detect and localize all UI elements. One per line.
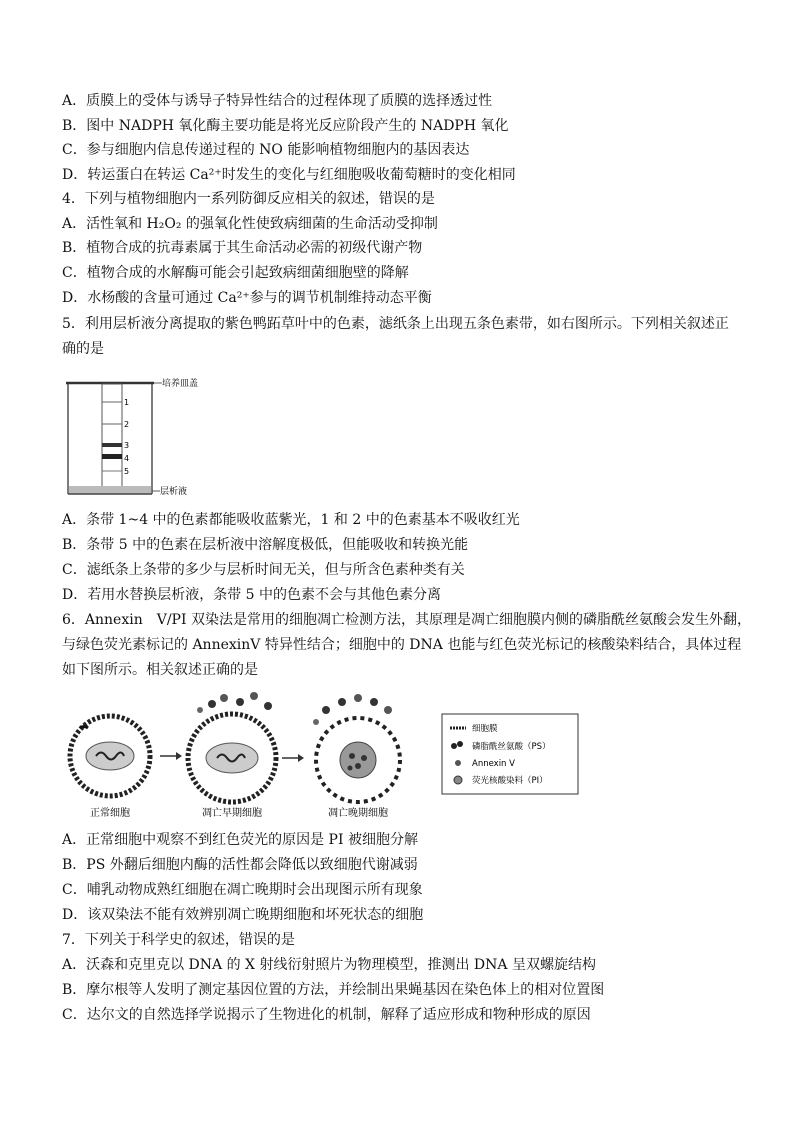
- late-apoptotic-cell: [313, 694, 400, 802]
- cell-label: 凋亡早期细胞: [202, 808, 262, 819]
- q6-option-a: A．正常细胞中观察不到红色荧光的原因是 PI 被细胞分解: [62, 832, 418, 848]
- chromatography-figure: [62, 372, 222, 504]
- q3-option-a: A．质膜上的受体与诱导子特异性结合的过程体现了质膜的选择透过性: [62, 93, 493, 109]
- normal-cell: [70, 716, 150, 796]
- q4-option-d: D．水杨酸的含量可通过 Ca²⁺参与的调节机制维持动态平衡: [62, 290, 432, 306]
- apoptosis-figure: [62, 688, 582, 820]
- q5-stem-cont: 确的是: [62, 341, 104, 357]
- q7-option-b: B．摩尔根等人发明了测定基因位置的方法，并绘制出果蝇基因在染色体上的相对位置图: [62, 982, 605, 998]
- band-label: 3: [124, 441, 130, 450]
- legend-item: 荧光核酸染料（PI）: [472, 776, 548, 786]
- q5-stem: 5．利用层析液分离提取的紫色鸭跖草叶中的色素，滤纸条上出现五条色素带，如右图所示。下列相关叙述正: [62, 316, 729, 332]
- q5-option-c: C．滤纸条上条带的多少与层析时间无关，但与所含色素种类有关: [62, 562, 465, 578]
- cell-label: 正常细胞: [90, 808, 130, 819]
- legend-item: Annexin V: [472, 759, 515, 769]
- band-label: 5: [124, 467, 130, 476]
- q5-option-b: B．条带 5 中的色素在层析液中溶解度极低，但能吸收和转换光能: [62, 537, 469, 553]
- band-label: 1: [124, 398, 130, 407]
- q4-stem: 4．下列与植物细胞内一系列防御反应相关的叙述，错误的是: [62, 191, 435, 207]
- q3-option-c: C．参与细胞内信息传递过程的 NO 能影响植物细胞内的基因表达: [62, 142, 470, 158]
- q7-option-a: A．沃森和克里克以 DNA 的 X 射线衍射照片为物理模型，推测出 DNA 呈双螺旋结构: [62, 957, 596, 973]
- figure-legend: [442, 714, 578, 794]
- q6-option-d: D．该双染法不能有效辨别凋亡晚期细胞和坏死状态的细胞: [62, 907, 424, 923]
- q4-option-c: C．植物合成的水解酶可能会引起致病细菌细胞壁的降解: [62, 265, 409, 281]
- q5-option-d: D．若用水替换层析液，条带 5 中的色素不会与其他色素分离: [62, 587, 442, 603]
- q6-stem: 6．Annexin V/PI 双染法是常用的细胞凋亡检测方法，其原理是凋亡细胞膜内侧的磷脂酰丝氨酸会发生外翻，: [62, 612, 751, 628]
- q5-option-a: A．条带 1~4 中的色素都能吸收蓝紫光，1 和 2 中的色素基本不吸收红光: [62, 512, 520, 528]
- q3-option-d: D．转运蛋白在转运 Ca²⁺时发生的变化与红细胞吸收葡萄糖时的变化相同: [62, 167, 516, 183]
- legend-item: 磷脂酰丝氨酸（PS）: [472, 742, 551, 752]
- cell-label: 凋亡晚期细胞: [328, 808, 388, 819]
- early-apoptotic-cell: [188, 692, 276, 802]
- legend-item: 细胞膜: [472, 724, 498, 734]
- q4-option-b: B．植物合成的抗毒素属于其生命活动必需的初级代谢产物: [62, 240, 423, 256]
- band-label: 2: [124, 420, 130, 429]
- q7-stem: 7．下列关于科学史的叙述，错误的是: [62, 932, 295, 948]
- q6-option-b: B．PS 外翻后细胞内酶的活性都会降低以致细胞代谢减弱: [62, 857, 418, 873]
- lid-label: 培养皿盖: [162, 379, 199, 389]
- q7-option-c: C．达尔文的自然选择学说揭示了生物进化的机制，解释了适应形成和物种形成的原因: [62, 1007, 591, 1023]
- q6-option-c: C．哺乳动物成熟红细胞在凋亡晚期时会出现图示所有现象: [62, 882, 423, 898]
- q3-option-b: B．图中 NADPH 氧化酶主要功能是将光反应阶段产生的 NADPH 氧化: [62, 118, 509, 134]
- band-label: 4: [124, 454, 130, 463]
- solvent-label: 层析液: [160, 487, 188, 497]
- q4-option-a: A．活性氧和 H₂O₂ 的强氧化性使致病细菌的生命活动受抑制: [62, 216, 438, 232]
- q6-stem-cont: 与绿色荧光素标记的 AnnexinV 特异性结合；细胞中的 DNA 也能与红色荧光标记的核酸染料结合，具体过程: [62, 637, 742, 653]
- q6-stem-end: 如下图所示。相关叙述正确的是: [62, 662, 258, 678]
